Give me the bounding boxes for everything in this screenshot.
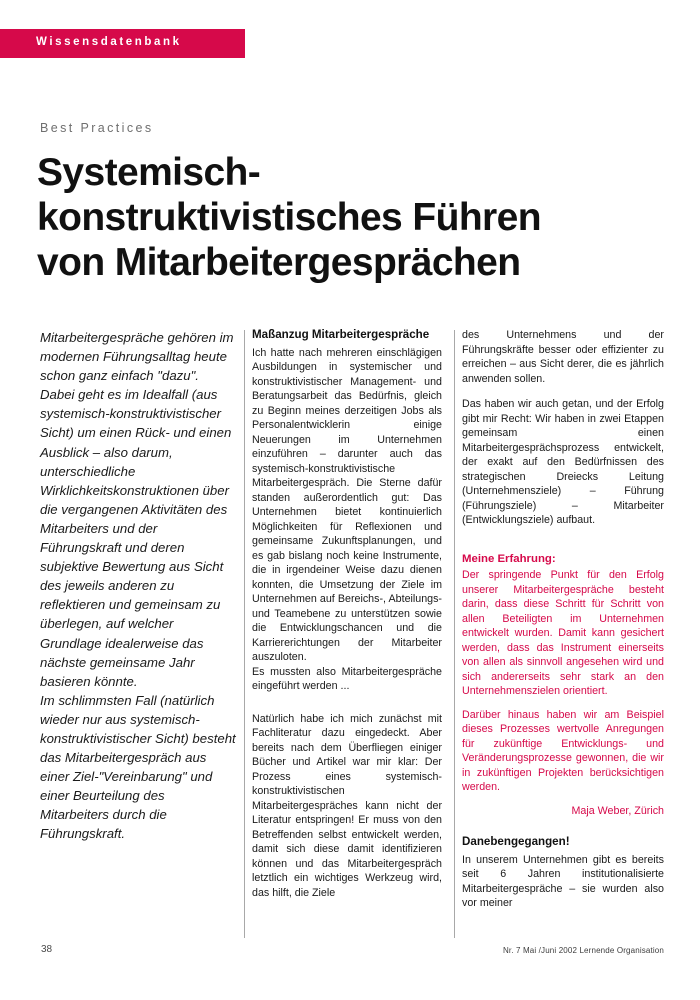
middle-paragraph-3: Natürlich habe ich mich zunächst mit Fachliteratur dazu eingedeckt. Aber bereits nach dem Überfliegen einiger Bücher und Artikel war mir klar: Der Prozess eines systemisch-konstruktivistischen Mitarbeitergespräches kann nicht der Literatur entspringen! Er muss von den Betreffenden selbst entwickelt werden, damit sich diese damit identifizieren können und das Mitarbeitergespräch letztlich ein wichtiges Werkzeug wird, das hilft, die Ziele: [252, 712, 442, 899]
experience-spacer: [462, 539, 664, 552]
article-columns: [40, 328, 664, 943]
paragraph-spacer: [252, 705, 442, 712]
right-paragraph-2: Das haben wir auch getan, und der Erfolg gibt mir Recht: Wir haben in zwei Etappen gemeinsam einen Mitarbeitergesprächsprozess entwickelt, der exakt auf den Bedürfnissen des strategischen Dreiecks Leitung (Unternehmensziele) – Führung (Führungsziele) – Mitarbeiter (Entwicklungsziele) aufbaut.: [462, 398, 664, 526]
column-divider-1: [244, 330, 245, 938]
column-middle: [252, 328, 442, 943]
section-banner-label: Wissensdatenbank: [36, 36, 182, 48]
experience-heading: Meine Erfahrung:: [462, 552, 556, 565]
experience-paragraph-1: Der springende Punkt für den Erfolg unserer Mitarbeitergespräche besteht darin, dass diese Schritt für Schritt von allen Beteiligten im Unternehmen entwickelt wurden. Damit kann gesichert werden, dass das Instrument einerseits von allen als sinnvoll angesehen wird und sich andererseits sehr stark an den Unternehmenszielen orientiert.: [462, 569, 664, 698]
headline-line-1: Systemisch-: [37, 151, 261, 194]
page-number: 38: [41, 944, 53, 955]
page-title: [37, 150, 677, 285]
footer-credit: Nr. 7 Mai /Juni 2002 Lernende Organisation: [502, 946, 664, 955]
column-divider-2: [454, 330, 455, 938]
aside-heading: Danebengegangen!: [462, 835, 570, 849]
right-paragraph-1: des Unternehmens und der Führungskräfte besser oder effizienter zu erreichen – aus Sicht derer, die es jährlich anwenden sollen.: [462, 329, 664, 385]
article-kicker: Best Practices: [40, 121, 154, 135]
experience-signature: Maja Weber, Zürich: [571, 804, 664, 817]
middle-paragraph-2: Es mussten also Mitarbeitergespräche eingeführt werden ...: [252, 665, 442, 693]
headline-line-3: von Mitarbeitergesprächen: [37, 241, 521, 284]
aside-paragraph: In unserem Unternehmen gibt es bereits seit 6 Jahren institutionalisierte Mitarbeitergespräche – sie wurden also vor meiner: [462, 853, 664, 910]
column-right: [462, 328, 664, 943]
aside-spacer: [462, 818, 664, 835]
experience-paragraph-2: Darüber hinaus haben wir am Beispiel dieses Prozesses wertvolle Anregungen für zukünftige Entwicklungs- und Veränderungsprozesse gewonnen, die wir in zukünftigen Projekten berücksichtigen werden.: [462, 708, 664, 794]
middle-column-heading: Maßanzug Mitarbeitergespräche: [252, 328, 430, 341]
lead-paragraph-2: Im schlimmsten Fall (natürlich wieder nur aus systemisch-konstruktivistischer Sicht) besteht das Mitarbeitergespräch aus einer Ziel-"Vereinbarung" und einer Beurteilung des Mitarbeiters durch die Führungskraft.: [40, 692, 236, 842]
middle-paragraph-1: Ich hatte nach mehreren einschlägigen Ausbildungen in systemischer und konstruktivistischer Management- und Beratungsarbeit das Bedürfnis, gleich zu Beginn meines derzeitigen Jobs als Personalentwicklerin einige Neuerungen im Unternehmen einzuführen – darunter auch das systemisch-konstruktivistische Mitarbeitergespräch. Die Sterne dafür standen außerordentlich gut: Das Unternehmen bietet kontinuierlich Möglichkeiten für Reflexionen und gemeinsame Zukunftsplanungen, und es gab bislang noch keine Instrumente, die in irgendeiner Weise dazu dienen konnten, die Umsetzung der Ziele im Unternehmen auf Bereichs-, Abteilungs- und Teamebene zu unterstützen sowie die Entwicklungschancen und die Karriererichtungen der Mitarbeiter auszuloten.: [252, 346, 442, 664]
headline-line-2: konstruktivistisches Führen: [37, 196, 541, 239]
column-left: [40, 328, 236, 943]
lead-paragraph-1: Mitarbeitergespräche gehören im modernen Führungsalltag heute schon ganz einfach "dazu". Dabei geht es im Idealfall (aus systemisch-konstruktivistischer Sicht) um einen Rück- und einen Ausblick – also darum, unterschiedliche Wirklichkeitskonstruktionen über die vergangenen Aktivitäten des Mitarbeiters und der Führungskraft und deren subjektive Bewertung aus Sicht des jeweils anderen zu reflektieren und gemeinsam zu überlegen, auf welcher Grundlage idealerweise das nächste gemeinsame Jahr basieren könnte.: [40, 330, 234, 689]
